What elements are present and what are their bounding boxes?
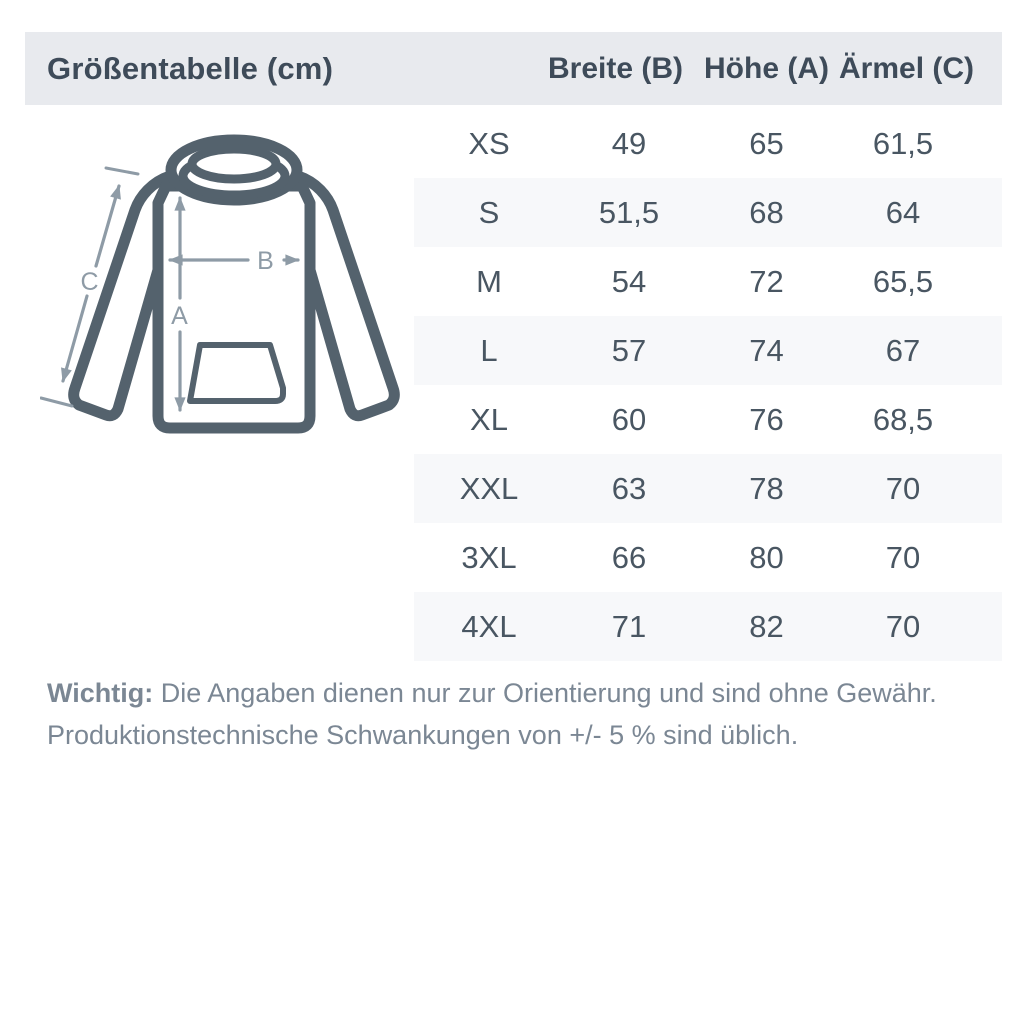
breite-value: 49 — [611, 125, 647, 161]
dimension-label-a: A — [171, 302, 189, 330]
aermel-value: 68,5 — [872, 401, 934, 437]
table-row — [414, 316, 1002, 385]
column-header-hoehe: Höhe (A) — [704, 51, 829, 85]
breite-value: 71 — [611, 608, 647, 644]
hoodie-hood — [171, 140, 297, 200]
breite-value: 51,5 — [598, 194, 660, 230]
size-label: L — [480, 332, 498, 368]
size-label: XXL — [459, 470, 519, 506]
column-header-breite: Breite (B) — [548, 51, 684, 85]
header-band — [25, 32, 1002, 105]
breite-value: 54 — [611, 263, 647, 299]
hoehe-value: 78 — [749, 470, 784, 506]
hoodie-measurement-diagram — [40, 118, 420, 458]
hoehe-value: 65 — [749, 125, 784, 161]
hoehe-value: 74 — [749, 332, 784, 368]
aermel-value: 70 — [885, 539, 921, 575]
disclaimer-note — [47, 672, 977, 756]
table-row — [414, 454, 1002, 523]
breite-value: 57 — [611, 332, 647, 368]
disclaimer-line-2: Produktionstechnische Schwankungen von +/- 5 % sind üblich. — [47, 720, 799, 750]
breite-value: 66 — [611, 539, 647, 575]
hoehe-value: 68 — [749, 194, 784, 230]
disclaimer-line-1: Wichtig: Die Angaben dienen nur zur Orientierung und sind ohne Gewähr. — [47, 678, 937, 708]
aermel-value: 67 — [885, 332, 921, 368]
disclaimer-bold: Wichtig: — [47, 678, 154, 708]
size-label: M — [476, 263, 502, 299]
breite-value: 63 — [611, 470, 647, 506]
size-table — [414, 109, 1002, 661]
hoehe-value: 76 — [749, 401, 784, 437]
table-header-row — [414, 32, 975, 105]
size-label: XL — [470, 401, 508, 437]
page-title: Größentabelle (cm) — [47, 50, 334, 86]
hoehe-value: 72 — [749, 263, 784, 299]
hoehe-value: 82 — [749, 608, 784, 644]
table-row — [414, 247, 1002, 316]
table-row — [414, 178, 1002, 247]
aermel-value: 65,5 — [872, 263, 934, 299]
size-label: 3XL — [461, 539, 517, 575]
table-row — [414, 109, 1002, 178]
dimension-label-b: B — [257, 247, 275, 275]
size-label: 4XL — [461, 608, 517, 644]
column-header-aermel: Ärmel (C) — [839, 51, 975, 85]
hoehe-value: 80 — [749, 539, 784, 575]
aermel-value: 70 — [885, 470, 921, 506]
aermel-value: 61,5 — [872, 125, 934, 161]
table-row — [414, 523, 1002, 592]
aermel-value: 70 — [885, 608, 921, 644]
table-row — [414, 385, 1002, 454]
size-label: XS — [468, 125, 510, 161]
size-label: S — [478, 194, 500, 230]
breite-value: 60 — [611, 401, 647, 437]
table-row — [414, 592, 1002, 661]
aermel-value: 64 — [885, 194, 921, 230]
hoodie-pocket — [190, 345, 283, 401]
dimension-label-c: C — [80, 268, 100, 296]
